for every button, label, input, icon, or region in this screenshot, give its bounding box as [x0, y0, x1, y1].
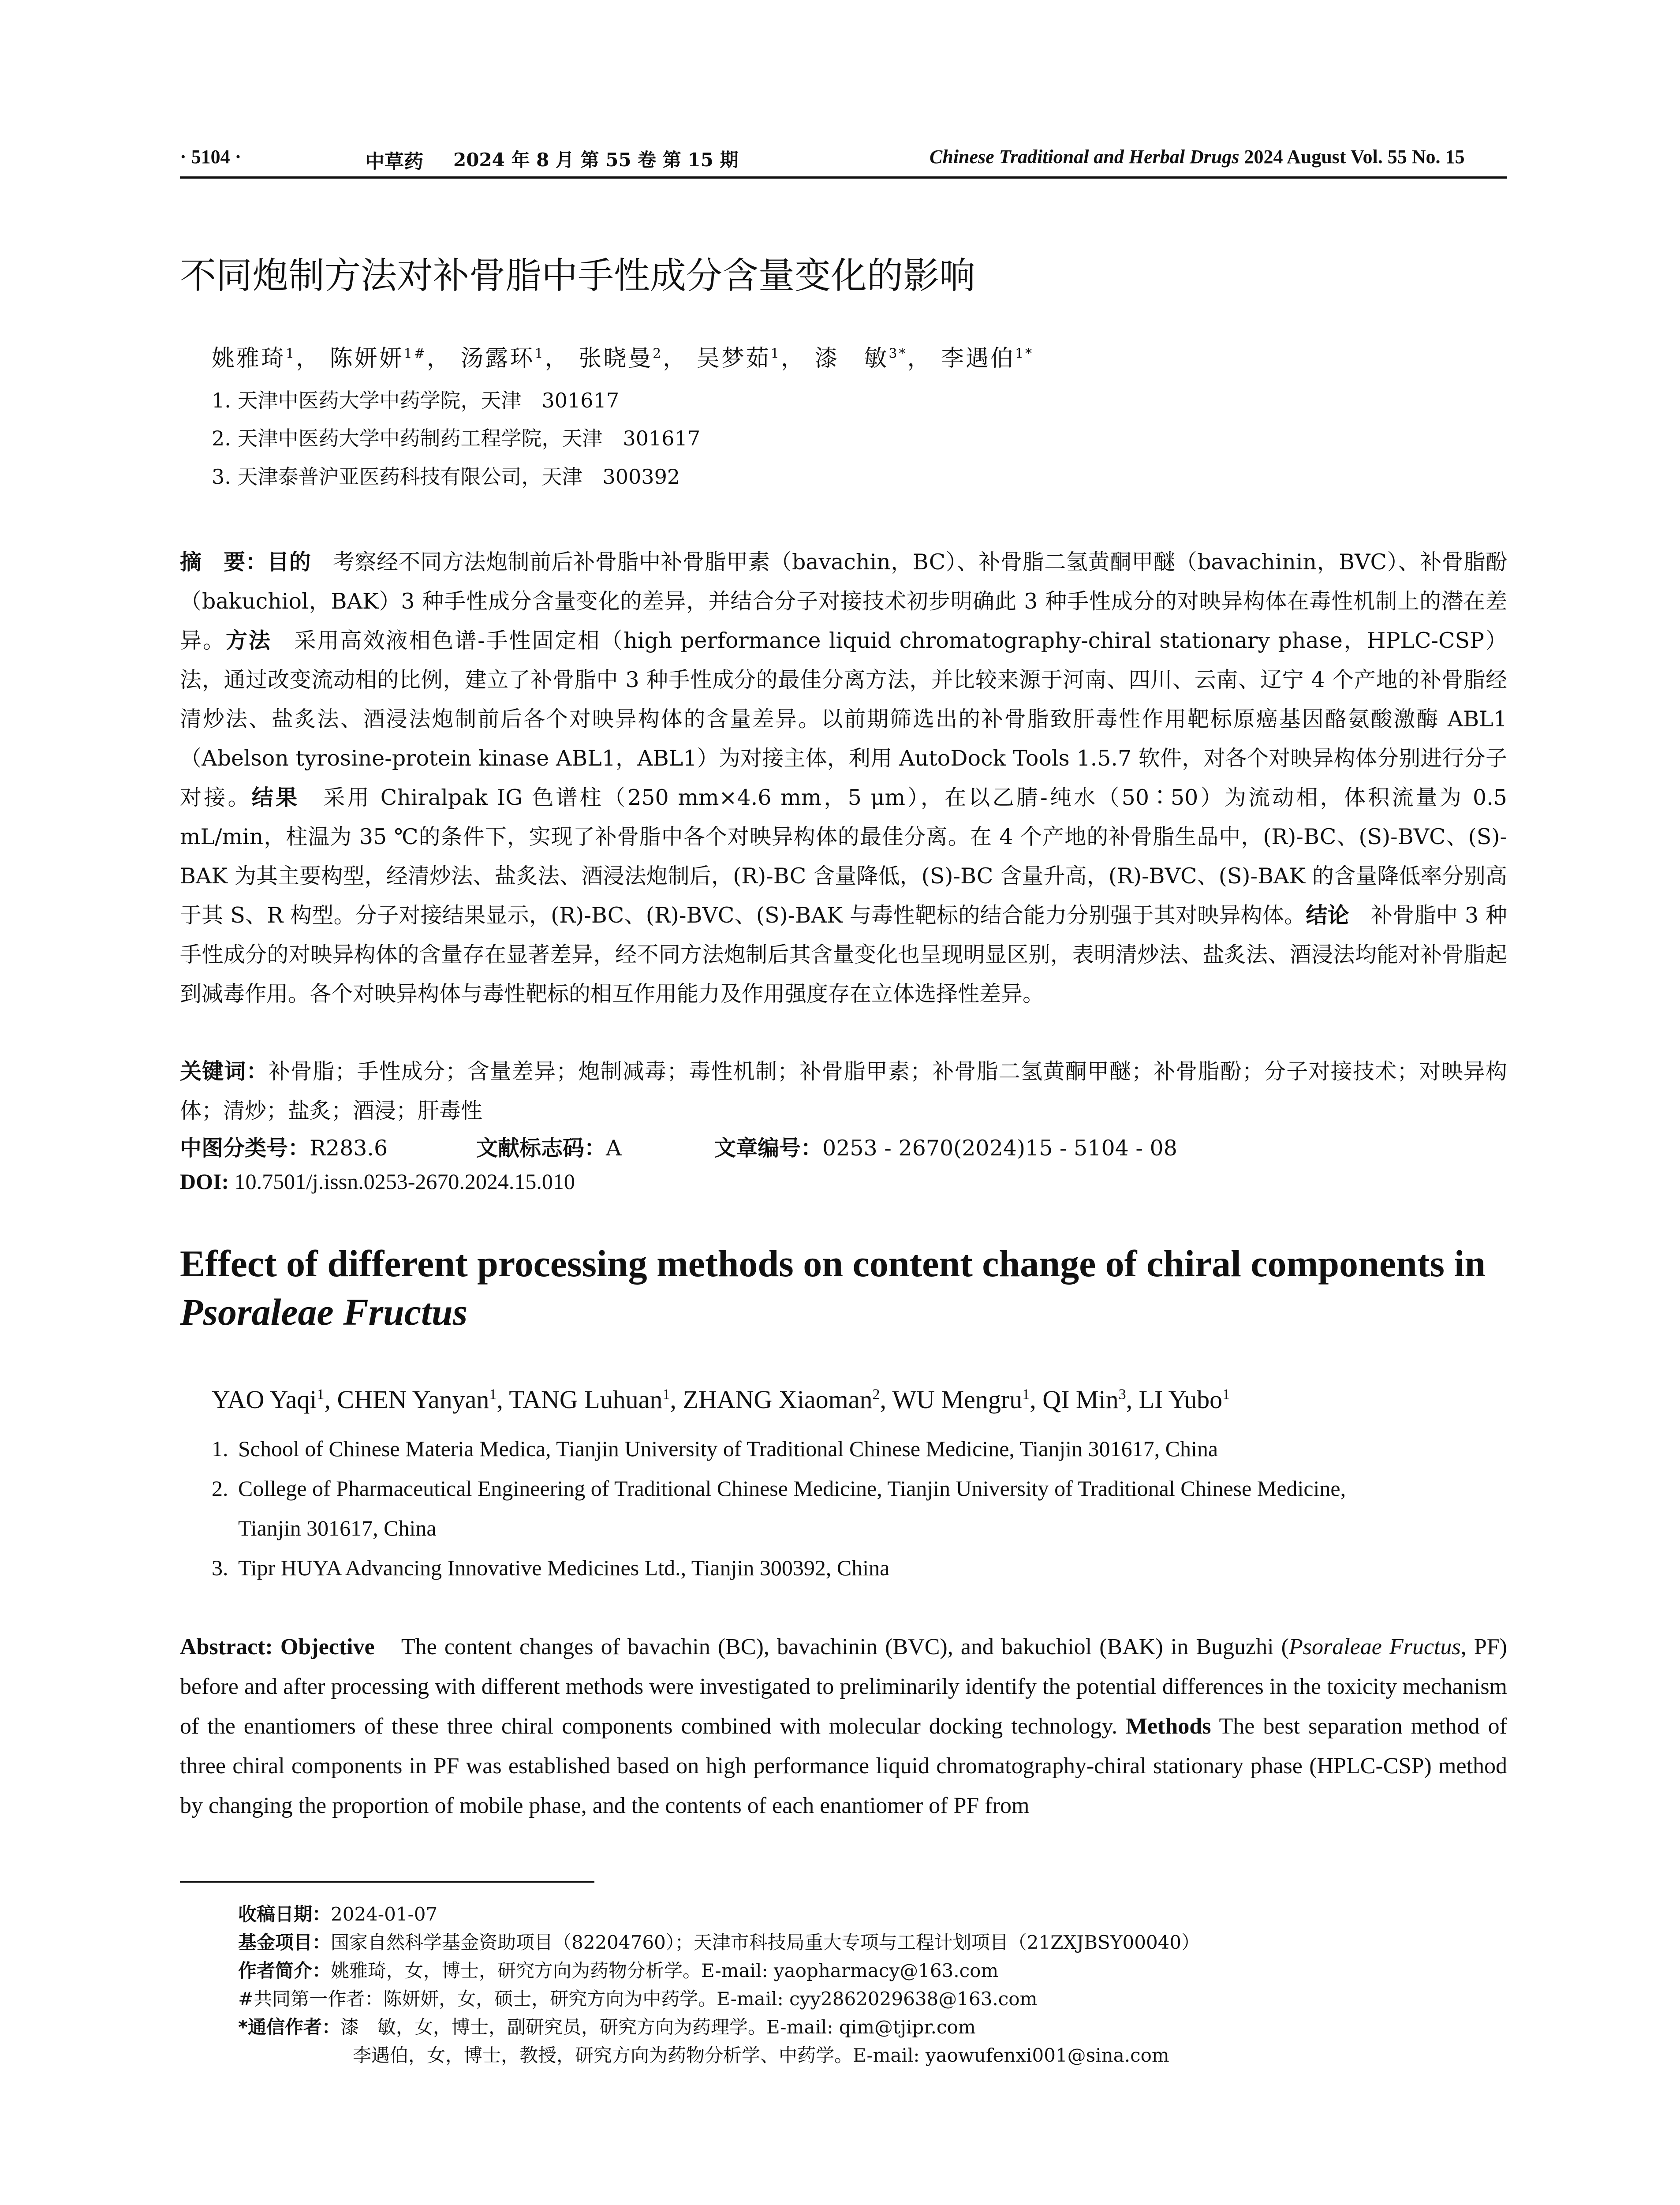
affiliation-en-1 — [212, 1429, 1508, 1469]
footnote-label: #共同第一作者： — [238, 1988, 384, 2010]
author-name: 张晓曼 — [579, 345, 653, 372]
footnote-corresponding-author-2 — [353, 2041, 1169, 2067]
affiliation-text: College of Pharmaceutical Engineering of Traditional Chinese Medicine, Tianjin University of Traditional Chinese Medicine, — [238, 1476, 1346, 1501]
issue-info-cn: 2024 年 8 月 第 55 卷 第 15 期 — [453, 149, 739, 171]
footnote-rule — [180, 1881, 594, 1883]
author-affiliation-mark: 1 — [286, 346, 296, 362]
affiliation-text: School of Chinese Materia Medica, Tianjin University of Traditional Chinese Medicine, Tianjin 301617, China — [238, 1436, 1218, 1461]
affiliation-text-continued: Tianjin 301617, China — [238, 1516, 437, 1540]
objective-label: 目的 — [267, 549, 311, 575]
document-code-value: A — [606, 1136, 622, 1161]
author-affiliation-mark: 3* — [889, 346, 907, 362]
document-code — [476, 1131, 621, 1162]
author-affiliation-mark: 2 — [653, 346, 663, 362]
affiliation-cn-2: 2. 天津中医药大学中药制药工程学院，天津 301617 — [212, 426, 701, 450]
abstract-text: The content changes of bavachin (BC), bavachinin (BVC), and bakuchiol (BAK) in Buguzhi ( — [374, 1634, 1289, 1659]
affiliation-en-3 — [212, 1548, 1508, 1588]
document-code-label: 文献标志码： — [476, 1136, 606, 1161]
footnote-text: 李遇伯，女，博士，教授，研究方向为药物分析学、中药学。E-mail: yaowufenxi001@sina.com — [353, 2044, 1169, 2066]
conclusion-label: 结论 — [1306, 903, 1349, 928]
methods-text: 采用高效液相色谱-手性固定相（high performance liquid chromatography-chiral stationary phase，HPLC-CSP）法，通过改变流动相的比例，建立了补骨脂中 3 种手性成分的最佳分离方法，并比较来源于河南、四川、云南、辽宁 4 个产地的补骨脂经清炒法、盐炙法、酒浸法炮制前后各个对映异构体的含量差异。以前期筛选出的补骨脂致肝毒性作用靶标原癌基因酪氨酸激酶 ABL1（Abelson tyrosine-protein kinase ABL1，ABL1）为对接主体，利用 AutoDock Tools 1.5.7 软件，对各个对映异构体分别进行分子对接。 — [180, 628, 1507, 810]
keywords-cn — [180, 1052, 1507, 1130]
author-affiliation-mark: 1 — [1022, 1386, 1030, 1403]
journal-name-cn: 中草药 — [365, 150, 423, 173]
author-name: LI Yubo — [1139, 1385, 1223, 1414]
author-affiliation-mark: 1 — [1222, 1386, 1230, 1403]
footnote-received — [238, 1900, 437, 1926]
footnote-label: *通信作者： — [238, 2016, 340, 2038]
author-name: ZHANG Xiaoman — [683, 1385, 873, 1414]
author-affiliation-mark: 2 — [872, 1386, 880, 1403]
author-name: CHEN Yanyan — [337, 1385, 489, 1414]
issue-info-en: 2024 August Vol. 55 No. 15 — [1244, 146, 1465, 168]
author-affiliation-mark: 1# — [403, 346, 427, 362]
author-name: 姚雅琦 — [212, 345, 286, 372]
author-affiliation-mark: 1 — [489, 1386, 497, 1403]
author-name: 吴梦茹 — [696, 345, 771, 372]
footnote-text: 漆 敏，女，博士，副研究员，研究方向为药理学。E-mail: qim@tjipr.com — [340, 2016, 976, 2038]
article-number — [714, 1131, 1177, 1162]
affiliation-number: 2. — [212, 1476, 228, 1501]
objective-text: 考察经不同方法炮制前后补骨脂中补骨脂甲素（bavachin，BC）、补骨脂二氢黄酮甲醚（bavachinin，BVC）、补骨脂酚（bakuchiol，BAK）3 种手性成分含量变化的差异，并结合分子对接技术初步明确此 3 种手性成分的对映异构体在毒性机制上的潜在差异。 — [180, 549, 1507, 653]
author-affiliation-mark: 1 — [534, 346, 545, 362]
abstract-methods-label: Methods — [1125, 1714, 1211, 1739]
footnote-label: 基金项目： — [238, 1932, 331, 1953]
keywords-text: 补骨脂；手性成分；含量差异；炮制减毒；毒性机制；补骨脂甲素；补骨脂二氢黄酮甲醚；补骨脂酚；分子对接技术；对映异构体；清炒；盐炙；酒浸；肝毒性 — [180, 1059, 1507, 1123]
affiliation-number: 1. — [212, 1436, 228, 1461]
footnote-label: 收稿日期： — [238, 1903, 331, 1925]
journal-info-en — [930, 146, 1465, 168]
doi-label: DOI: — [180, 1169, 229, 1194]
author-name: 李遇伯 — [941, 345, 1015, 372]
author-list-cn: 姚雅琦$^1$， 陈妍妍$^{1\#}$， 汤露环$^1$， 张晓曼$^2$， 吴梦茹$^1$， 漆 敏$^{3*}$， 李遇伯$^{1*}$ — [212, 345, 1034, 372]
methods-label: 方法 — [225, 628, 272, 653]
paper-title-cn: 不同炮制方法对补骨脂中手性成分含量变化的影响 — [180, 255, 976, 297]
author-name: 漆 敏 — [814, 345, 889, 372]
results-text: 采用 Chiralpak IG 色谱柱（250 mm×4.6 mm，5 μm），在以乙腈-纯水（50∶50）为流动相，体积流量为 0.5 mL/min，柱温为 35 ℃的条件下，实现了补骨脂中各个对映异构体的最佳分离。在 4 个产地的补骨脂生品中，(R)-BC、(S)-BVC、(S)-BAK 为其主要构型，经清炒法、盐炙法、酒浸法炮制后，(R)-BC 含量降低，(S)-BC 含量升高，(R)-BVC、(S)-BAK 的含量降低率分别高于其 S、R 构型。分子对接结果显示，(R)-BC、(R)-BVC、(S)-BAK 与毒性靶标的结合能力分别强于其对映异构体。 — [180, 785, 1507, 928]
footnote-author-bio — [238, 1956, 998, 1983]
paper-title-en — [180, 1239, 1507, 1336]
abstract-en — [180, 1627, 1507, 1826]
author-name: 汤露环 — [460, 345, 535, 372]
footnote-funding — [238, 1928, 1200, 1955]
author-list-en: YAO Yaqi$^1$, CHEN Yanyan$^1$, TANG Luhuan$^1$, ZHANG Xiaoman$^2$, WU Mengru$^1$, QI Min$^3$, LI Yubo$^1$ — [212, 1385, 1230, 1414]
footnote-text: 陈妍妍，女，硕士，研究方向为中药学。E-mail: cyy2862029638@163.com — [383, 1988, 1038, 2010]
clc-value: R283.6 — [310, 1136, 388, 1161]
clc-label: 中图分类号： — [180, 1136, 310, 1161]
author-name: YAO Yaqi — [212, 1385, 317, 1414]
affiliation-cn-3: 3. 天津泰普沪亚医药科技有限公司，天津 300392 — [212, 465, 680, 489]
page-number: · 5104 · — [180, 146, 242, 168]
footnote-label: 作者简介： — [238, 1960, 331, 1981]
abstract-cn — [180, 542, 1507, 1013]
affiliation-number: 3. — [212, 1555, 228, 1580]
abstract-objective-label: Abstract: Objective — [180, 1634, 375, 1659]
abstract-methods-text: The best separation method of three chiral components in PF was established based on high performance liquid chromatography-chiral stationary phase (HPLC-CSP) method by changing the proportion of mobile phase, and the contents of each enantiomer of PF from — [180, 1714, 1507, 1818]
footnote-corresponding-author — [238, 2013, 976, 2039]
affiliation-cn-1: 1. 天津中医药大学中药学院，天津 301617 — [212, 389, 620, 412]
author-affiliation-mark: 1 — [662, 1386, 670, 1403]
author-name: 陈妍妍 — [329, 345, 404, 372]
affiliation-en-2 — [212, 1469, 1508, 1548]
doi-value: 10.7501/j.issn.0253-2670.2024.15.010 — [234, 1169, 575, 1194]
article-number-label: 文章编号： — [714, 1136, 823, 1161]
species-name: Psoraleae Fructus — [1288, 1634, 1461, 1659]
paper-title-en-text: Effect of different processing methods on content change of chiral components in — [180, 1242, 1486, 1285]
author-name: WU Mengru — [892, 1385, 1023, 1414]
clc-number — [180, 1131, 388, 1162]
header-rule — [180, 176, 1507, 179]
author-affiliation-mark: 1 — [317, 1386, 325, 1403]
journal-name-en: Chinese Traditional and Herbal Drugs — [930, 146, 1239, 168]
footnote-text: 2024-01-07 — [331, 1903, 438, 1925]
footnote-co-first-author — [238, 1984, 1037, 2011]
author-name: QI Min — [1042, 1385, 1119, 1414]
doi — [180, 1169, 575, 1194]
results-label: 结果 — [251, 785, 300, 810]
author-name: TANG Luhuan — [509, 1385, 663, 1414]
paper-title-en-species: Psoraleae Fructus — [180, 1291, 468, 1333]
footnote-text: 国家自然科学基金资助项目（82204760）；天津市科技局重大专项与工程计划项目（21ZXJBSY00040） — [331, 1932, 1200, 1953]
running-header — [180, 146, 1507, 176]
abstract-text: , PF) before and after processing with different methods were investigated to preliminarily identify the potential differences in the toxicity mechanism of the enantiomers of these three chiral components combined with molecular docking technology. — [180, 1634, 1507, 1739]
author-affiliation-mark: 1 — [770, 346, 781, 362]
footnote-text: 姚雅琦，女，博士，研究方向为药物分析学。E-mail: yaopharmacy@163.com — [331, 1960, 999, 1981]
abstract-label: 摘 要： — [180, 549, 268, 575]
article-number-value: 0253 - 2670(2024)15 - 5104 - 08 — [822, 1136, 1177, 1161]
author-affiliation-mark: 1* — [1015, 346, 1034, 362]
conclusion-text: 补骨脂中 3 种手性成分的对映异构体的含量存在显著差异，经不同方法炮制后其含量变化也呈现明显区别，表明清炒法、盐炙法、酒浸法均能对补骨脂起到减毒作用。各个对映异构体与毒性靶标的相互作用能力及作用强度存在立体选择性差异。 — [180, 903, 1507, 1006]
author-affiliation-mark: 3 — [1118, 1386, 1126, 1403]
keywords-label: 关键词： — [180, 1059, 269, 1084]
affiliation-text: Tipr HUYA Advancing Innovative Medicines Ltd., Tianjin 300392, China — [238, 1555, 890, 1580]
